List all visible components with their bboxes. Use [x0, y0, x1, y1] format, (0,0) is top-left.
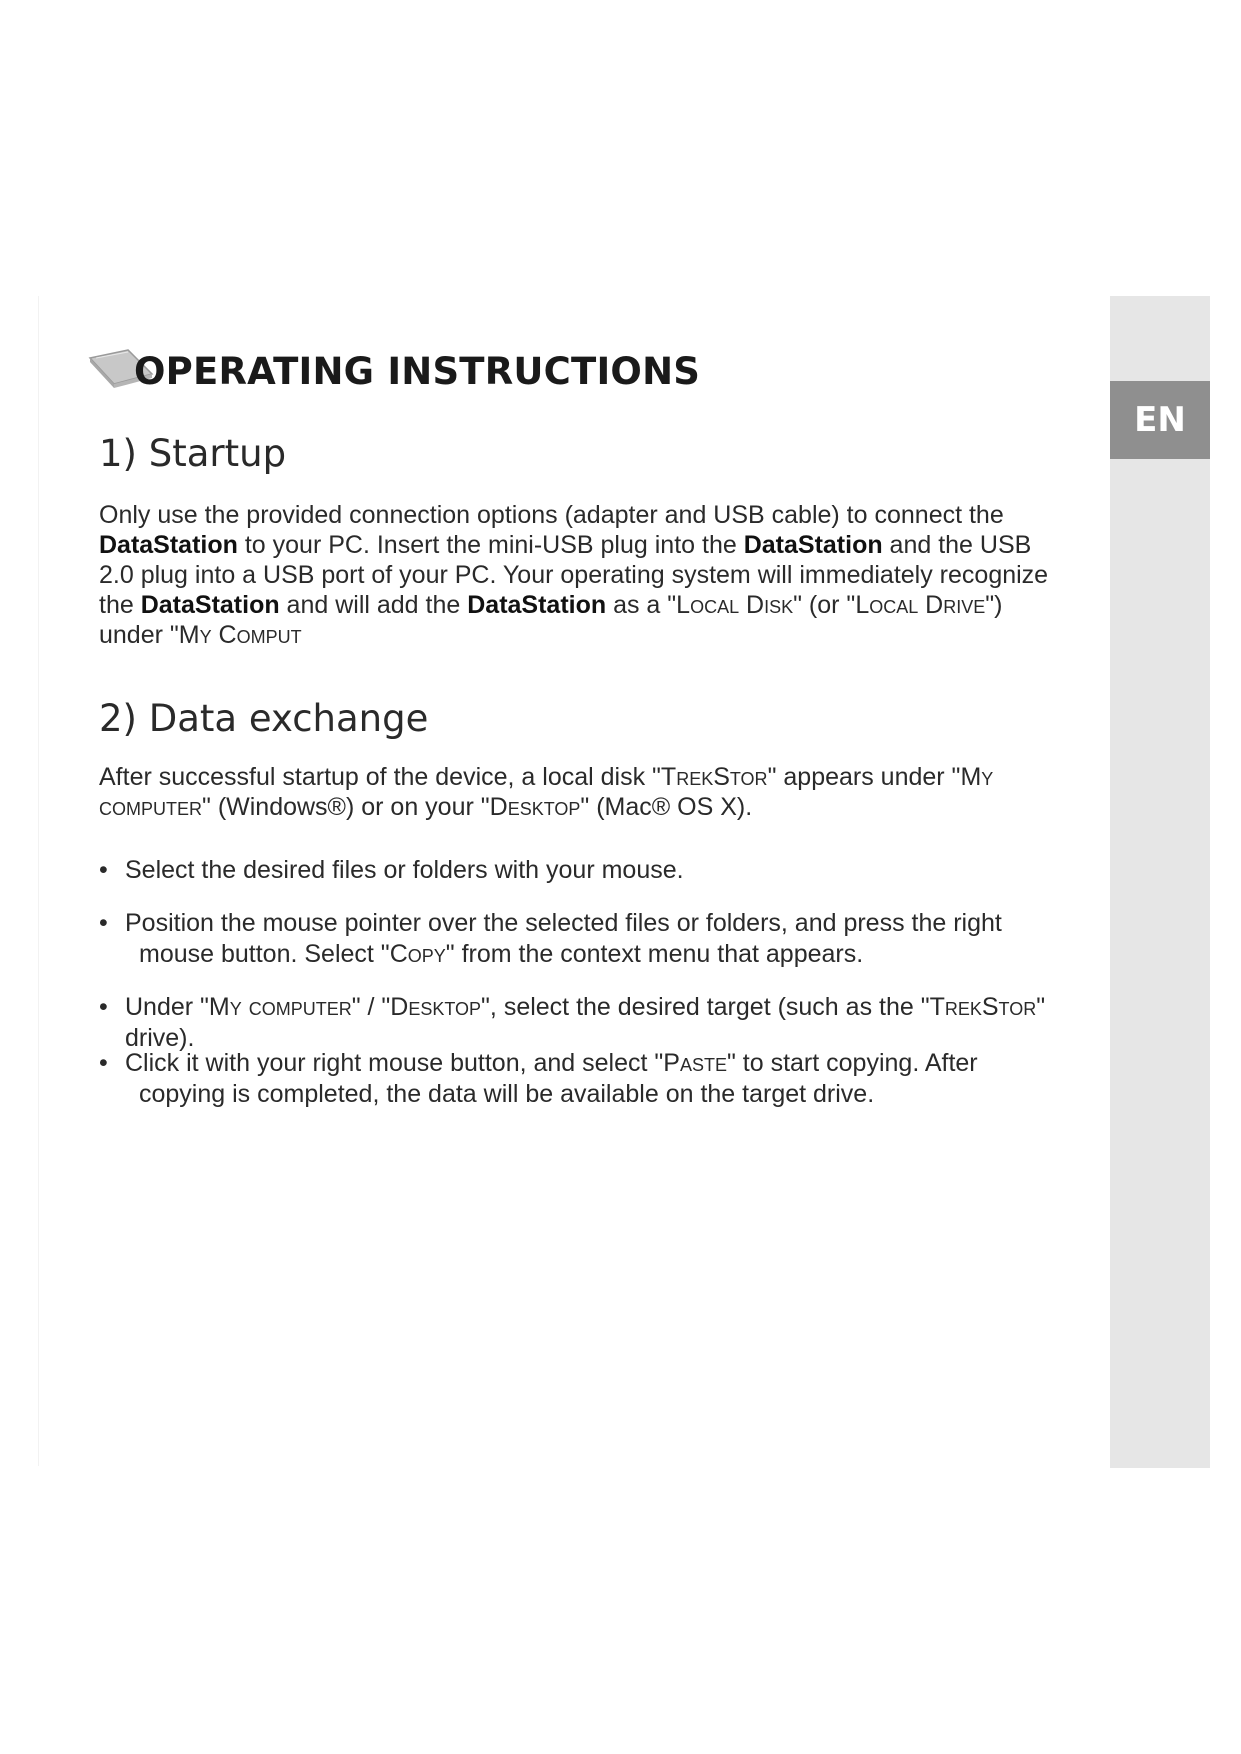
list-item: • Select the desired files or folders with your mouse.: [99, 856, 684, 884]
list-item: • Under "My computer" / "Desktop", select the desired target (such as the "TrekStor" drive).: [99, 993, 1046, 1052]
bullet-icon: •: [99, 909, 108, 937]
data-exchange-intro: After successful startup of the device, a local disk "TrekStor" appears under "My computer" (Windows®) or on your "Desktop" (Mac® OS X).: [99, 763, 994, 821]
bullet-icon: •: [99, 993, 108, 1021]
list-item: • Position the mouse pointer over the selected files or folders, and press the right mouse button. Select "Copy" from the context menu that appears.: [99, 909, 1002, 968]
bullet-icon: •: [99, 1049, 108, 1077]
language-tab[interactable]: EN: [1110, 381, 1210, 459]
startup-paragraph: Only use the provided connection options (adapter and USB cable) to connect the DataStation to your PC. Insert the mini-USB plug into the DataStation and the USB 2.0 plug into a USB port of your PC. Your operating system will immediately recognize the DataStation and will add the DataStation as a "Local Disk" (or "Local Drive") under "My Comput: [99, 501, 1049, 649]
bullet-icon: •: [99, 856, 108, 884]
list-item: • Click it with your right mouse button, and select "Paste" to start copying. After copying is completed, the data will be available on the target drive.: [99, 1049, 978, 1108]
startup-heading: 1) Startup: [99, 432, 287, 475]
page-title: OPERATING INSTRUCTIONS: [134, 350, 701, 393]
side-language-strip: [1110, 296, 1210, 1468]
data-exchange-heading: 2) Data exchange: [99, 697, 429, 740]
